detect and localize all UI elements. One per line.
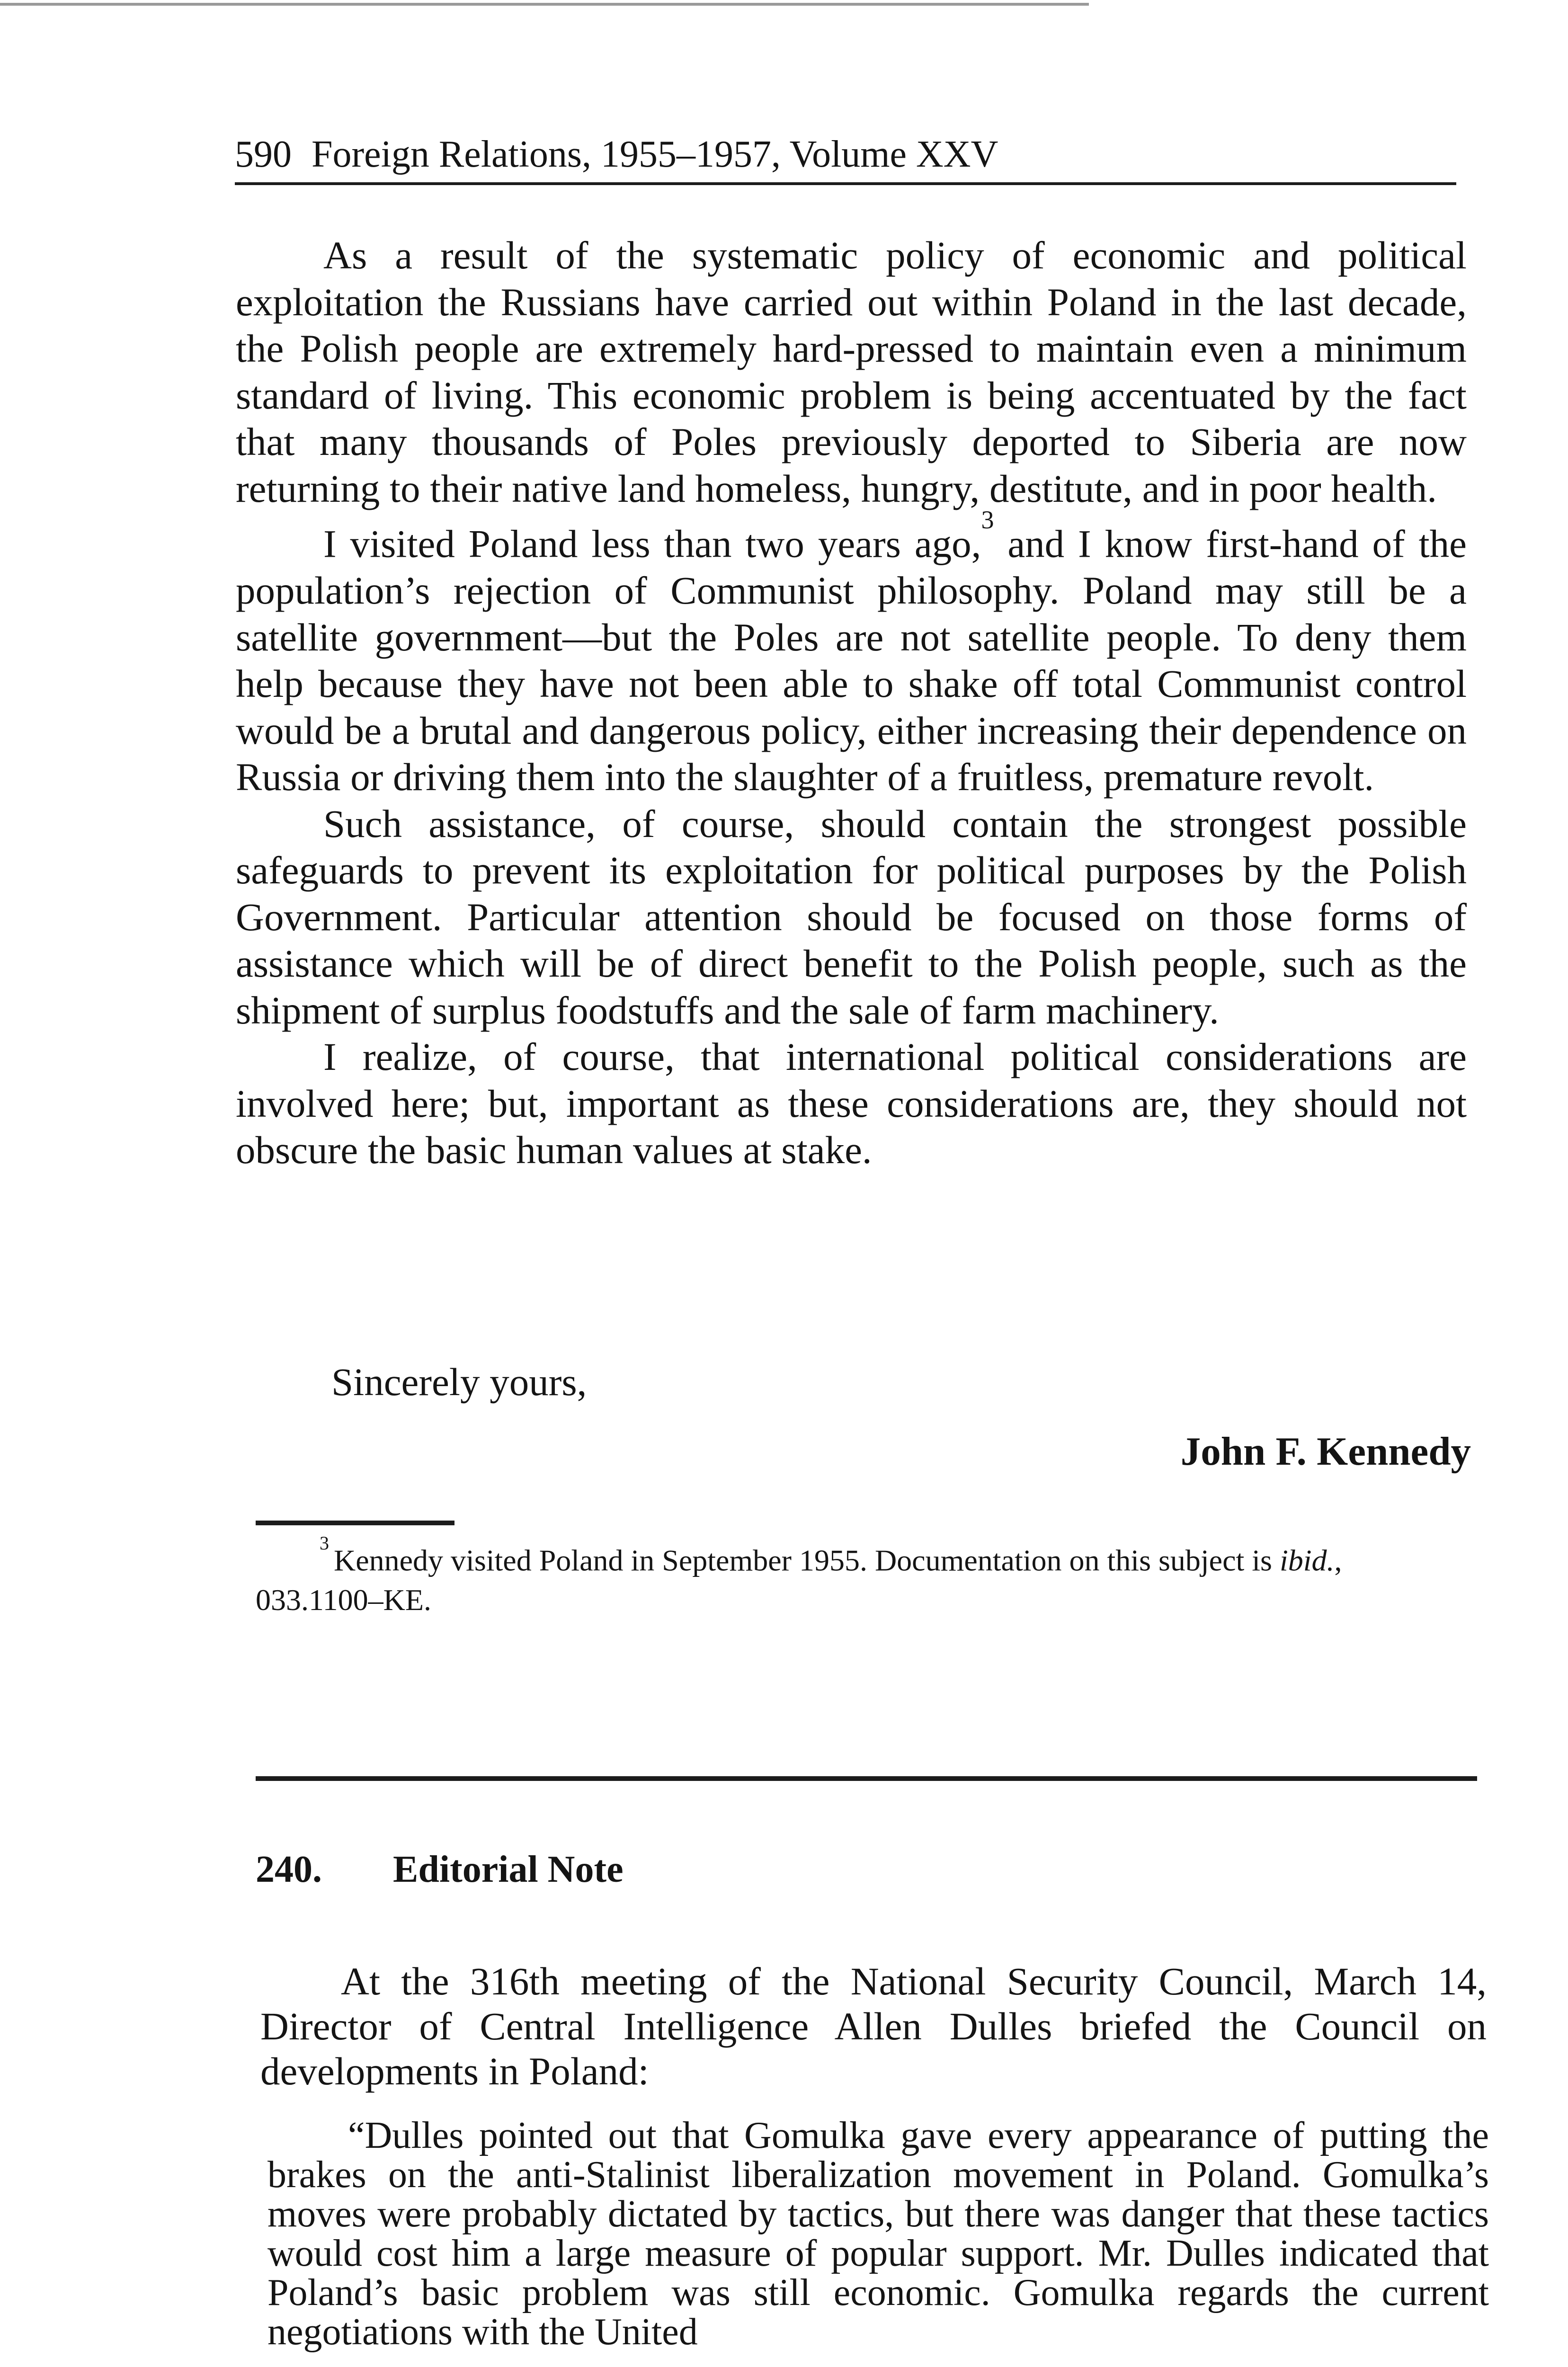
scan-edge-line [0,3,1089,6]
letter-body [236,232,1467,1174]
paragraph-text: and I know first-hand of the population’s rejection of Communist philosophy. Poland may still be a satellite government—but the Poles are not satellite people. To deny them help because they have not been able to shake off total Communist control would be a brutal and dangerous policy, either increasing their dependence on Russia or driving them into the slaughter of a fruitless, premature revolt. [236,522,1467,799]
volume-title: Foreign Relations, 1955–1957, Volume XXV [312,133,998,175]
intro-paragraph: At the 316th meeting of the National Security Council, March 14, Director of Central Intelligence Allen Dulles briefed the Council on developments in Poland: [260,1959,1487,2093]
header-rule [235,182,1456,185]
letter-paragraph: I realize, of course, that international political considerations are involved here; but, important as these considerations are, they should not obscure the basic human values at stake. [236,1035,1467,1172]
footnote-rule [256,1521,454,1525]
footnote-text [256,1534,1458,1620]
editorial-note-quote [267,2116,1489,2352]
document-number: 240. [256,1849,322,1890]
letter-paragraph: As a result of the systematic policy of economic and political exploitation the Russians have carried out within Poland in the last decade, the Polish people are extremely hard-pressed to maintain even a minimum standard of living. This economic problem is being accentuated by the fact that many thousands of Poles previously deported to Siberia are now returning to their native land homeless, hungry, destitute, and in poor health. [236,233,1467,510]
editorial-note-intro [260,1959,1487,2094]
quote-paragraph: “Dulles pointed out that Gomulka gave every appearance of putting the brakes on the anti-Stalinist liberalization movement in Poland. Gomulka’s moves were probably dictated by tactics, but there was danger that these tactics would cost him a large measure of popular support. Mr. Dulles indicated that Poland’s basic problem was still economic. Gomulka regards the current negotiations with the United [267,2115,1489,2353]
footnote [256,1534,1458,1620]
footnote-italic-text: ibid. [1279,1543,1335,1577]
section-heading [256,1849,624,1890]
letter-signature: John F. Kennedy [1180,1429,1471,1474]
footnote-marker: 3 [320,1532,329,1554]
paragraph-text: I visited Poland less than two years ago, [323,522,981,566]
letter-closing: Sincerely yours, [331,1360,587,1404]
footnote-main-text: Kennedy visited Poland in September 1955. Documentation on this subject is [334,1543,1280,1577]
section-title: Editorial Note [393,1849,624,1890]
footnote-reference[interactable]: 3 [981,506,994,534]
letter-paragraph [236,506,1467,801]
section-divider [256,1776,1477,1781]
letter-paragraph: Such assistance, of course, should contain the strongest possible safeguards to prevent its exploitation for political purposes by the Polish Government. Particular attention should be focused on those forms of assistance which will be of direct benefit to the Polish people, such as the shipment of surplus foodstuffs and the sale of farm machinery. [236,801,1467,1032]
page-number: 590 [235,133,292,175]
running-header [235,133,1456,175]
footnote-end-text: , 033.1100–KE. [256,1543,1342,1617]
